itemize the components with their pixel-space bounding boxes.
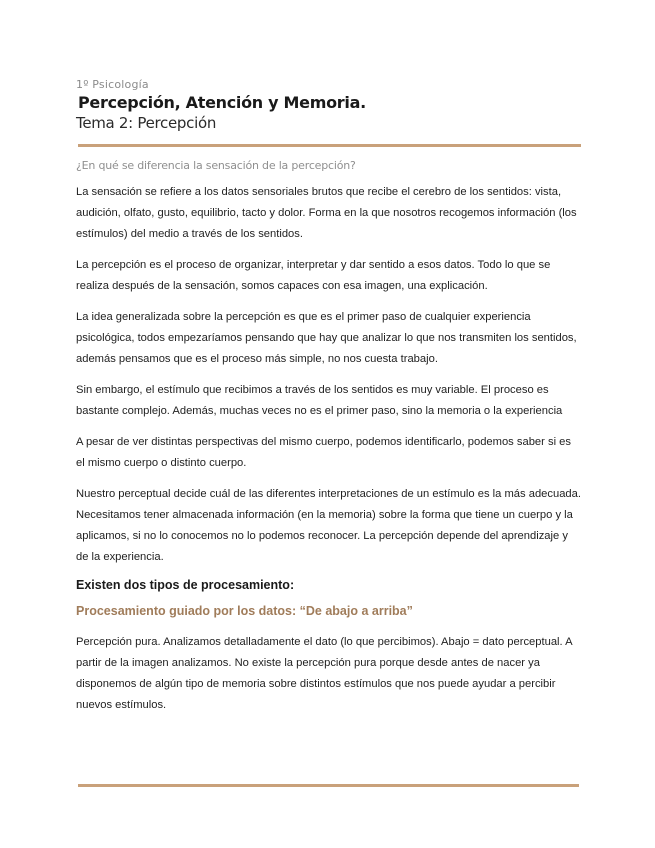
footer-divider [78, 784, 579, 787]
paragraph-6: Nuestro perceptual decide cuál de las diferentes interpretaciones de un estímulo es la más adecuada. Necesitamos tener almacenada información (en la memoria) sobre la forma que tiene un cuerpo y la aplicamos, si no lo conocemos no lo podemos reconocer. La percepción depende del aprendizaje y de la experiencia. [76, 488, 581, 563]
paragraph-5: A pesar de ver distintas perspectivas del mismo cuerpo, podemos identificarlo, podemos saber si es el mismo cuerpo o distinto cuerpo. [76, 436, 571, 469]
document-title: Percepción, Atención y Memoria. [78, 93, 366, 112]
paragraph-4: Sin embargo, el estímulo que recibimos a través de los sentidos es muy variable. El proceso es bastante complejo. Además, muchas veces no es el primer paso, sino la memoria o la experiencia [76, 384, 563, 417]
paragraph-2: La percepción es el proceso de organizar, interpretar y dar sentido a esos datos. Todo lo que se realiza después de la sensación, somos capaces con esa imagen, una explicación. [76, 259, 551, 292]
paragraph-7: Percepción pura. Analizamos detalladamente el dato (lo que percibimos). Abajo = dato perceptual. A partir de la imagen analizamos. No existe la percepción pura porque desde antes de nacer ya disponemos de algún tipo de memoria sobre distintos estímulos que nos puede ayudar a percibir nuevos estímulos. [76, 636, 572, 711]
document-subtitle: Tema 2: Percepción [76, 114, 217, 132]
paragraph-3: La idea generalizada sobre la percepción es que es el primer paso de cualquier experiencia psicológica, todos empezaríamos pensando que hay que analizar lo que nos transmiten los sentidos, además pensamos que es el proceso más simple, no nos cuesta trabajo. [76, 311, 577, 365]
course-label: 1º Psicología [76, 78, 149, 91]
section-subheading: Procesamiento guiado por los datos: “De abajo a arriba” [76, 604, 413, 618]
section-heading: Existen dos tipos de procesamiento: [76, 578, 295, 592]
header-divider [78, 144, 581, 147]
paragraph-1: La sensación se refiere a los datos sensoriales brutos que recibe el cerebro de los sentidos: vista, audición, olfato, gusto, equilibrio, tacto y dolor. Forma en la que nosotros recogemos información (los estímulos) del medio a través de los sentidos. [76, 186, 577, 240]
section-question: ¿En qué se diferencia la sensación de la percepción? [76, 159, 356, 172]
